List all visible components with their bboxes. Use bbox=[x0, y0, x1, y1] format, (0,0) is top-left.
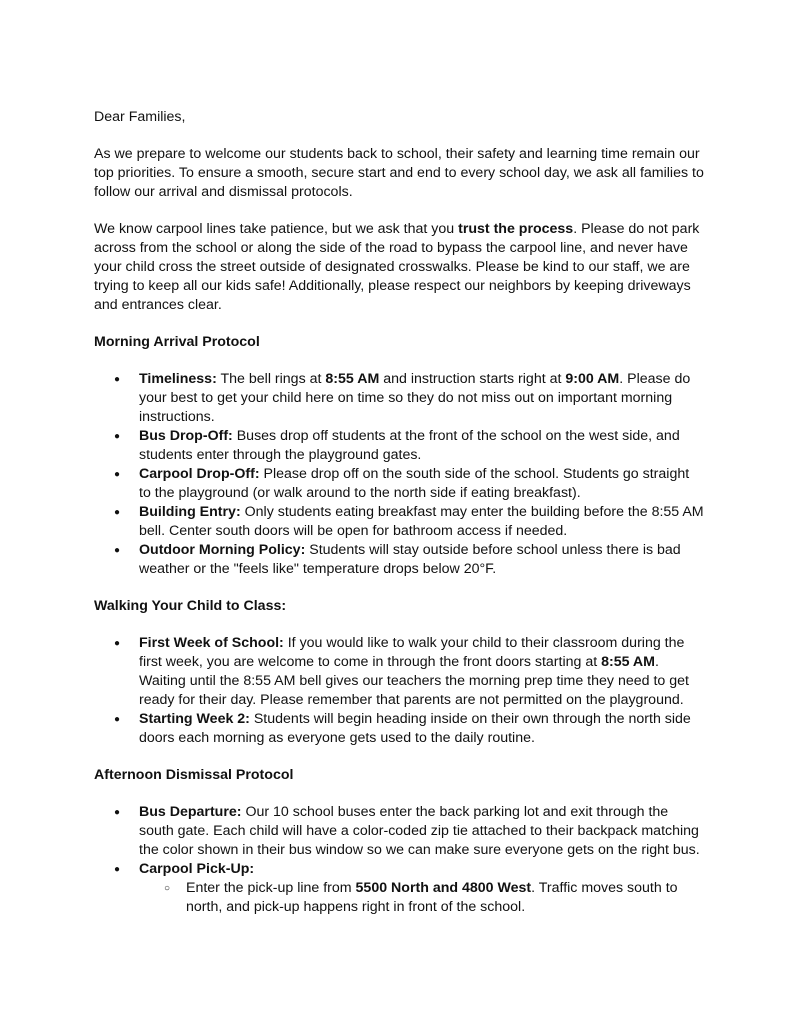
item-label: Carpool Pick-Up: bbox=[139, 861, 255, 877]
start-time: 8:55 AM bbox=[601, 654, 655, 670]
item-text: and instruction starts right at bbox=[379, 371, 566, 387]
item-text: Enter the pick-up line from bbox=[186, 880, 356, 896]
dismissal-heading: Afternoon Dismissal Protocol bbox=[94, 767, 294, 783]
letter bbox=[94, 108, 704, 917]
carpool-para-text-rest: . Please do not park across from the school or along the side of the road to bypass the carpool line, and never have your child cross the street outside of designated crosswalks. Please be kind to our staff, we are trying to keep all our kids safe! Additionally, please respect our neighbors by keeping driveways and entrances clear. bbox=[94, 221, 700, 313]
carpool-para-text: We know carpool lines take patience, but we ask that you bbox=[94, 221, 459, 237]
item-text: Students will begin heading inside on their own through the north side doors each morning as everyone gets used to the daily routine. bbox=[139, 711, 691, 746]
item-text: Only students eating breakfast may enter the building before the 8:55 AM bell. Center south doors will be open for bathroom access if needed. bbox=[139, 504, 704, 539]
dismissal-list bbox=[94, 803, 704, 917]
item-label: Bus Departure: bbox=[139, 804, 242, 820]
item-text: The bell rings at bbox=[216, 371, 326, 387]
list-item-bus-departure bbox=[94, 803, 704, 860]
bell-time: 8:55 AM bbox=[325, 371, 380, 387]
list-item-bus-drop-off bbox=[94, 427, 704, 465]
list-item-first-week bbox=[94, 634, 704, 710]
carpool-sublist bbox=[139, 879, 704, 917]
list-item-carpool-pick-up bbox=[94, 860, 704, 917]
greeting: Dear Families, bbox=[94, 109, 186, 125]
instruction-time: 9:00 AM bbox=[565, 371, 620, 387]
morning-list bbox=[94, 370, 704, 579]
list-item-carpool-drop-off bbox=[94, 465, 704, 503]
item-text: Please drop off on the south side of the school. Students go straight to the playground (or walk around to the north side if eating breakfast). bbox=[139, 466, 690, 501]
item-label: Timeliness: bbox=[139, 371, 217, 387]
item-text: Students will stay outside before school unless there is bad weather or the "feels like" temperature drops below 20°F. bbox=[139, 542, 681, 577]
item-text: . Traffic moves south to north, and pick-up happens right in front of the school. bbox=[186, 880, 678, 915]
trust-the-process: trust the process bbox=[458, 221, 574, 237]
item-label: Bus Drop-Off: bbox=[139, 428, 233, 444]
item-text: . Please do your best to get your child here on time so they do not miss out on important morning instructions. bbox=[139, 371, 691, 425]
item-label: Starting Week 2: bbox=[139, 711, 250, 727]
list-item-building-entry bbox=[94, 503, 704, 541]
morning-heading: Morning Arrival Protocol bbox=[94, 334, 260, 350]
item-label: Outdoor Morning Policy: bbox=[139, 542, 306, 558]
walking-list bbox=[94, 634, 704, 748]
item-text: . Waiting until the 8:55 AM bell gives our teachers the morning prep time they need to get ready for their day. Please remember that parents are not permitted on the playground. bbox=[139, 654, 689, 708]
item-label: Carpool Drop-Off: bbox=[139, 466, 260, 482]
walking-heading: Walking Your Child to Class: bbox=[94, 598, 287, 614]
item-text: Buses drop off students at the front of the school on the west side, and students enter through the playground gates. bbox=[139, 428, 680, 463]
list-item-week-2 bbox=[94, 710, 704, 748]
list-item-outdoor-policy bbox=[94, 541, 704, 579]
pickup-address: 5500 North and 4800 West bbox=[355, 880, 532, 896]
item-label: Building Entry: bbox=[139, 504, 241, 520]
sub-list-item bbox=[94, 879, 704, 917]
item-label: First Week of School: bbox=[139, 635, 284, 651]
item-text: Our 10 school buses enter the back parking lot and exit through the south gate. Each child will have a color-coded zip tie attached to their backpack matching the color shown in their bus window so we can make sure everyone gets on the right bus. bbox=[139, 804, 700, 858]
list-item-timeliness bbox=[94, 370, 704, 427]
intro-paragraph: As we prepare to welcome our students back to school, their safety and learning time remain our top priorities. To ensure a smooth, secure start and end to every school day, we ask all families to follow our arrival and dismissal protocols. bbox=[94, 146, 704, 200]
carpool-paragraph bbox=[94, 220, 704, 315]
item-text: If you would like to walk your child to their classroom during the first week, you are welcome to come in through the front doors starting at bbox=[139, 635, 685, 670]
